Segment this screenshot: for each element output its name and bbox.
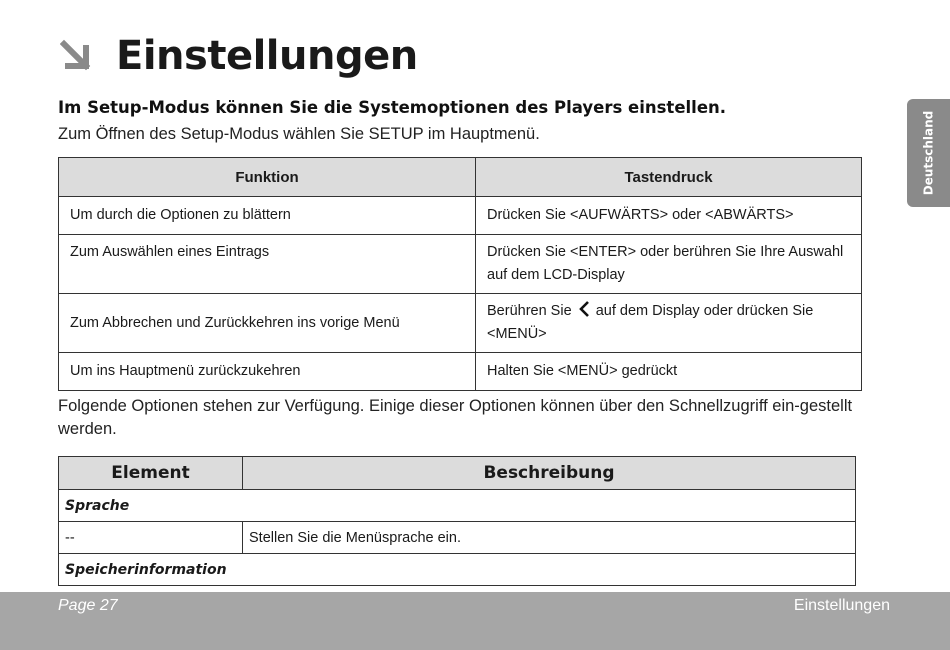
table-row: [59, 235, 862, 294]
header-keypress: Tastendruck: [476, 158, 862, 197]
options-paragraph: Folgende Optionen stehen zur Verfügung. Einige dieser Optionen können über den Schnellzugriff ein-gestellt werden.: [58, 397, 853, 438]
section-label-storage: Speicherinformation: [59, 554, 856, 586]
table-row: [59, 353, 862, 391]
header-element: Element: [59, 457, 243, 490]
arrow-down-right-icon: [60, 38, 96, 74]
keypress-cell: Drücken Sie <AUFWÄRTS> oder <ABWÄRTS>: [476, 197, 862, 235]
table-row: [59, 294, 862, 353]
page-heading: [60, 28, 418, 84]
page-footer: [0, 592, 950, 650]
section-row: [59, 554, 856, 586]
footer-section-title: Einstellungen: [793, 597, 890, 614]
section-label-language: Sprache: [59, 490, 856, 522]
subtitle: Im Setup-Modus können Sie die Systemoptionen des Players einstellen.: [58, 98, 727, 117]
keypress-text-end: auf dem Display oder drücken Sie <MENÜ>: [487, 303, 814, 342]
header-description: Beschreibung: [243, 457, 856, 490]
element-cell: --: [59, 522, 243, 554]
keypress-cell: [476, 294, 862, 353]
options-table: [58, 456, 856, 586]
keypress-cell: Drücken Sie <ENTER> oder berühren Sie Ihre Auswahl auf dem LCD-Display: [476, 235, 862, 294]
page-title: Einstellungen: [116, 33, 418, 79]
function-cell: Zum Abbrechen und Zurückkehren ins vorige Menü: [59, 294, 476, 353]
table-row: [59, 522, 856, 554]
page-number: Page 27: [58, 597, 118, 614]
chevron-left-icon: [578, 300, 590, 318]
intro-text: Zum Öffnen des Setup-Modus wählen Sie SETUP im Hauptmenü.: [58, 125, 540, 143]
side-tab-language: [907, 99, 950, 207]
section-row: [59, 490, 856, 522]
function-cell: Zum Auswählen eines Eintrags: [59, 235, 476, 294]
table-row: [59, 197, 862, 235]
header-function: Funktion: [59, 158, 476, 197]
function-table: [58, 157, 862, 391]
function-cell: Um durch die Optionen zu blättern: [59, 197, 476, 235]
description-cell: Stellen Sie die Menüsprache ein.: [243, 522, 856, 554]
side-tab-label: Deutschland: [921, 110, 936, 196]
keypress-text-start: Berühren Sie: [487, 303, 572, 319]
keypress-cell: Halten Sie <MENÜ> gedrückt: [476, 353, 862, 391]
function-cell: Um ins Hauptmenü zurückzukehren: [59, 353, 476, 391]
